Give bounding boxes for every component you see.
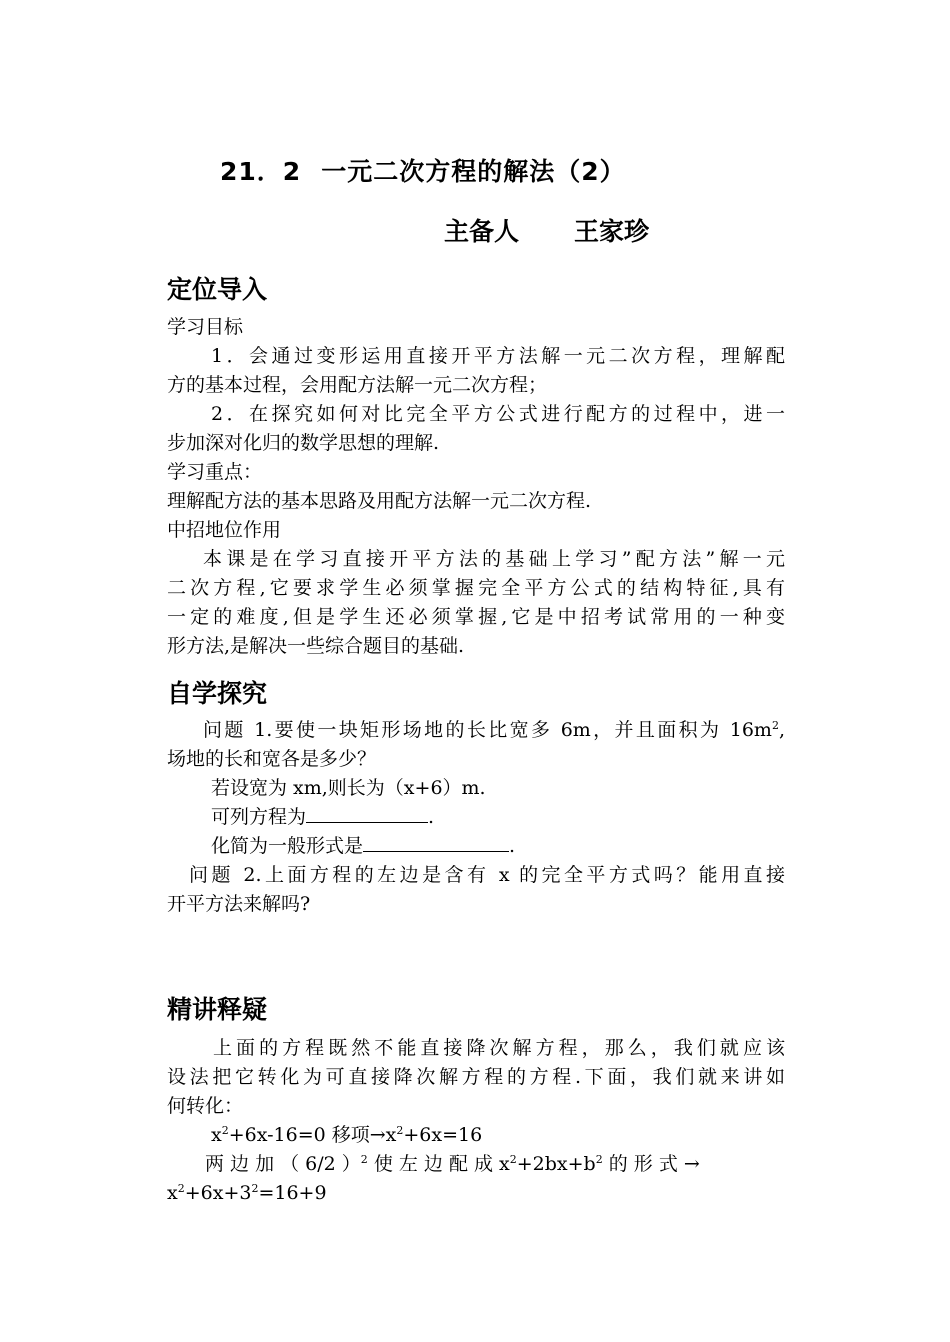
math-text: 使 左 边 配 成 x bbox=[367, 1153, 510, 1175]
text-line: 场地的长和宽各是多少？ bbox=[167, 748, 377, 770]
author-name: 王家珍 bbox=[574, 217, 650, 246]
section-heading-positioning: 定位导入 bbox=[167, 275, 268, 304]
punctuation: . bbox=[428, 806, 435, 828]
text-line: 问题 2.上面方程的左边是含有 x 的完全平方式吗？能用直接 bbox=[189, 864, 785, 886]
math-text: =16+9 bbox=[258, 1182, 327, 1204]
text-line: 二次方程,它要求学生必须掌握完全平方公式的结构特征,具有 bbox=[167, 577, 785, 599]
text-line: 一定的难度,但是学生还必须掌握,它是中招考试常用的一种变 bbox=[167, 606, 785, 628]
fill-prompt: 化简为一般形式是 bbox=[211, 835, 364, 857]
text-line: 何转化： bbox=[167, 1095, 244, 1117]
equation-line bbox=[167, 1121, 829, 1150]
text-line: 开平方法来解吗? bbox=[167, 893, 311, 915]
text-line: 中招地位作用 bbox=[167, 519, 282, 541]
text-line: 步加深对化归的数学思想的理解. bbox=[167, 432, 440, 454]
math-text: 两 边 加 （ 6/2 ） bbox=[205, 1153, 361, 1175]
superscript: 2 bbox=[251, 1182, 259, 1195]
text-line bbox=[167, 1150, 785, 1179]
math-text: +6x+3 bbox=[184, 1182, 252, 1204]
math-text: +6x-16=0 移项→x bbox=[228, 1124, 397, 1146]
math-text: +6x=16 bbox=[403, 1124, 483, 1146]
section-heading-self-study: 自学探究 bbox=[167, 679, 268, 708]
answer-blank[interactable] bbox=[363, 833, 509, 852]
section-heading-explanation: 精讲释疑 bbox=[167, 995, 268, 1024]
text-line: 上面的方程既然不能直接降次解方程，那么，我们就应该 bbox=[213, 1037, 785, 1059]
page-title bbox=[220, 152, 626, 188]
text-line: 形方法,是解决一些综合题目的基础. bbox=[167, 635, 465, 657]
punctuation: , bbox=[778, 719, 785, 741]
problem-1-text: 问题 1.要使一块矩形场地的长比宽多 6m，并且面积为 16m bbox=[203, 719, 772, 741]
fill-prompt: 可列方程为 bbox=[211, 806, 307, 828]
superscript: 2 bbox=[396, 1124, 404, 1137]
text-line: 若设宽为 xm,则长为（x+6）m. bbox=[211, 777, 486, 799]
superscript: 2 bbox=[360, 1153, 368, 1166]
superscript: 2 bbox=[221, 1124, 229, 1137]
superscript: 2 bbox=[595, 1153, 603, 1166]
math-text: +2bx+b bbox=[516, 1153, 596, 1175]
text-line: 学习重点： bbox=[167, 461, 263, 483]
title-text: 一元二次方程的解法（2） bbox=[321, 157, 626, 186]
general-form-fill-line bbox=[167, 832, 829, 861]
superscript: 2 bbox=[509, 1153, 517, 1166]
text-line: 方的基本过程，会用配方法解一元二次方程； bbox=[167, 374, 548, 396]
equation-fill-line bbox=[167, 803, 829, 832]
equation-line bbox=[167, 1179, 785, 1208]
text-line: 学习目标 bbox=[167, 316, 244, 338]
superscript: 2 bbox=[771, 719, 779, 732]
text-line: 2．在探究如何对比完全平方公式进行配方的过程中，进一 bbox=[211, 403, 785, 425]
punctuation: . bbox=[509, 835, 516, 857]
math-text: x bbox=[167, 1182, 178, 1204]
text-line: 理解配方法的基本思路及用配方法解一元二次方程. bbox=[167, 490, 592, 512]
title-number: 21．2 bbox=[220, 157, 302, 186]
answer-blank[interactable] bbox=[306, 804, 428, 823]
author-line bbox=[444, 212, 649, 248]
author-label: 主备人 bbox=[444, 217, 520, 246]
math-text: x bbox=[211, 1124, 222, 1146]
text-line: 1．会通过变形运用直接开平方法解一元二次方程，理解配 bbox=[211, 345, 785, 367]
text-line bbox=[167, 716, 785, 745]
text-line: 设法把它转化为可直接降次解方程的方程.下面，我们就来讲如 bbox=[167, 1066, 785, 1088]
superscript: 2 bbox=[177, 1182, 185, 1195]
math-text: 的 形 式 → bbox=[602, 1153, 700, 1175]
text-line: 本课是在学习直接开平方法的基础上学习”配方法”解一元 bbox=[203, 548, 785, 570]
